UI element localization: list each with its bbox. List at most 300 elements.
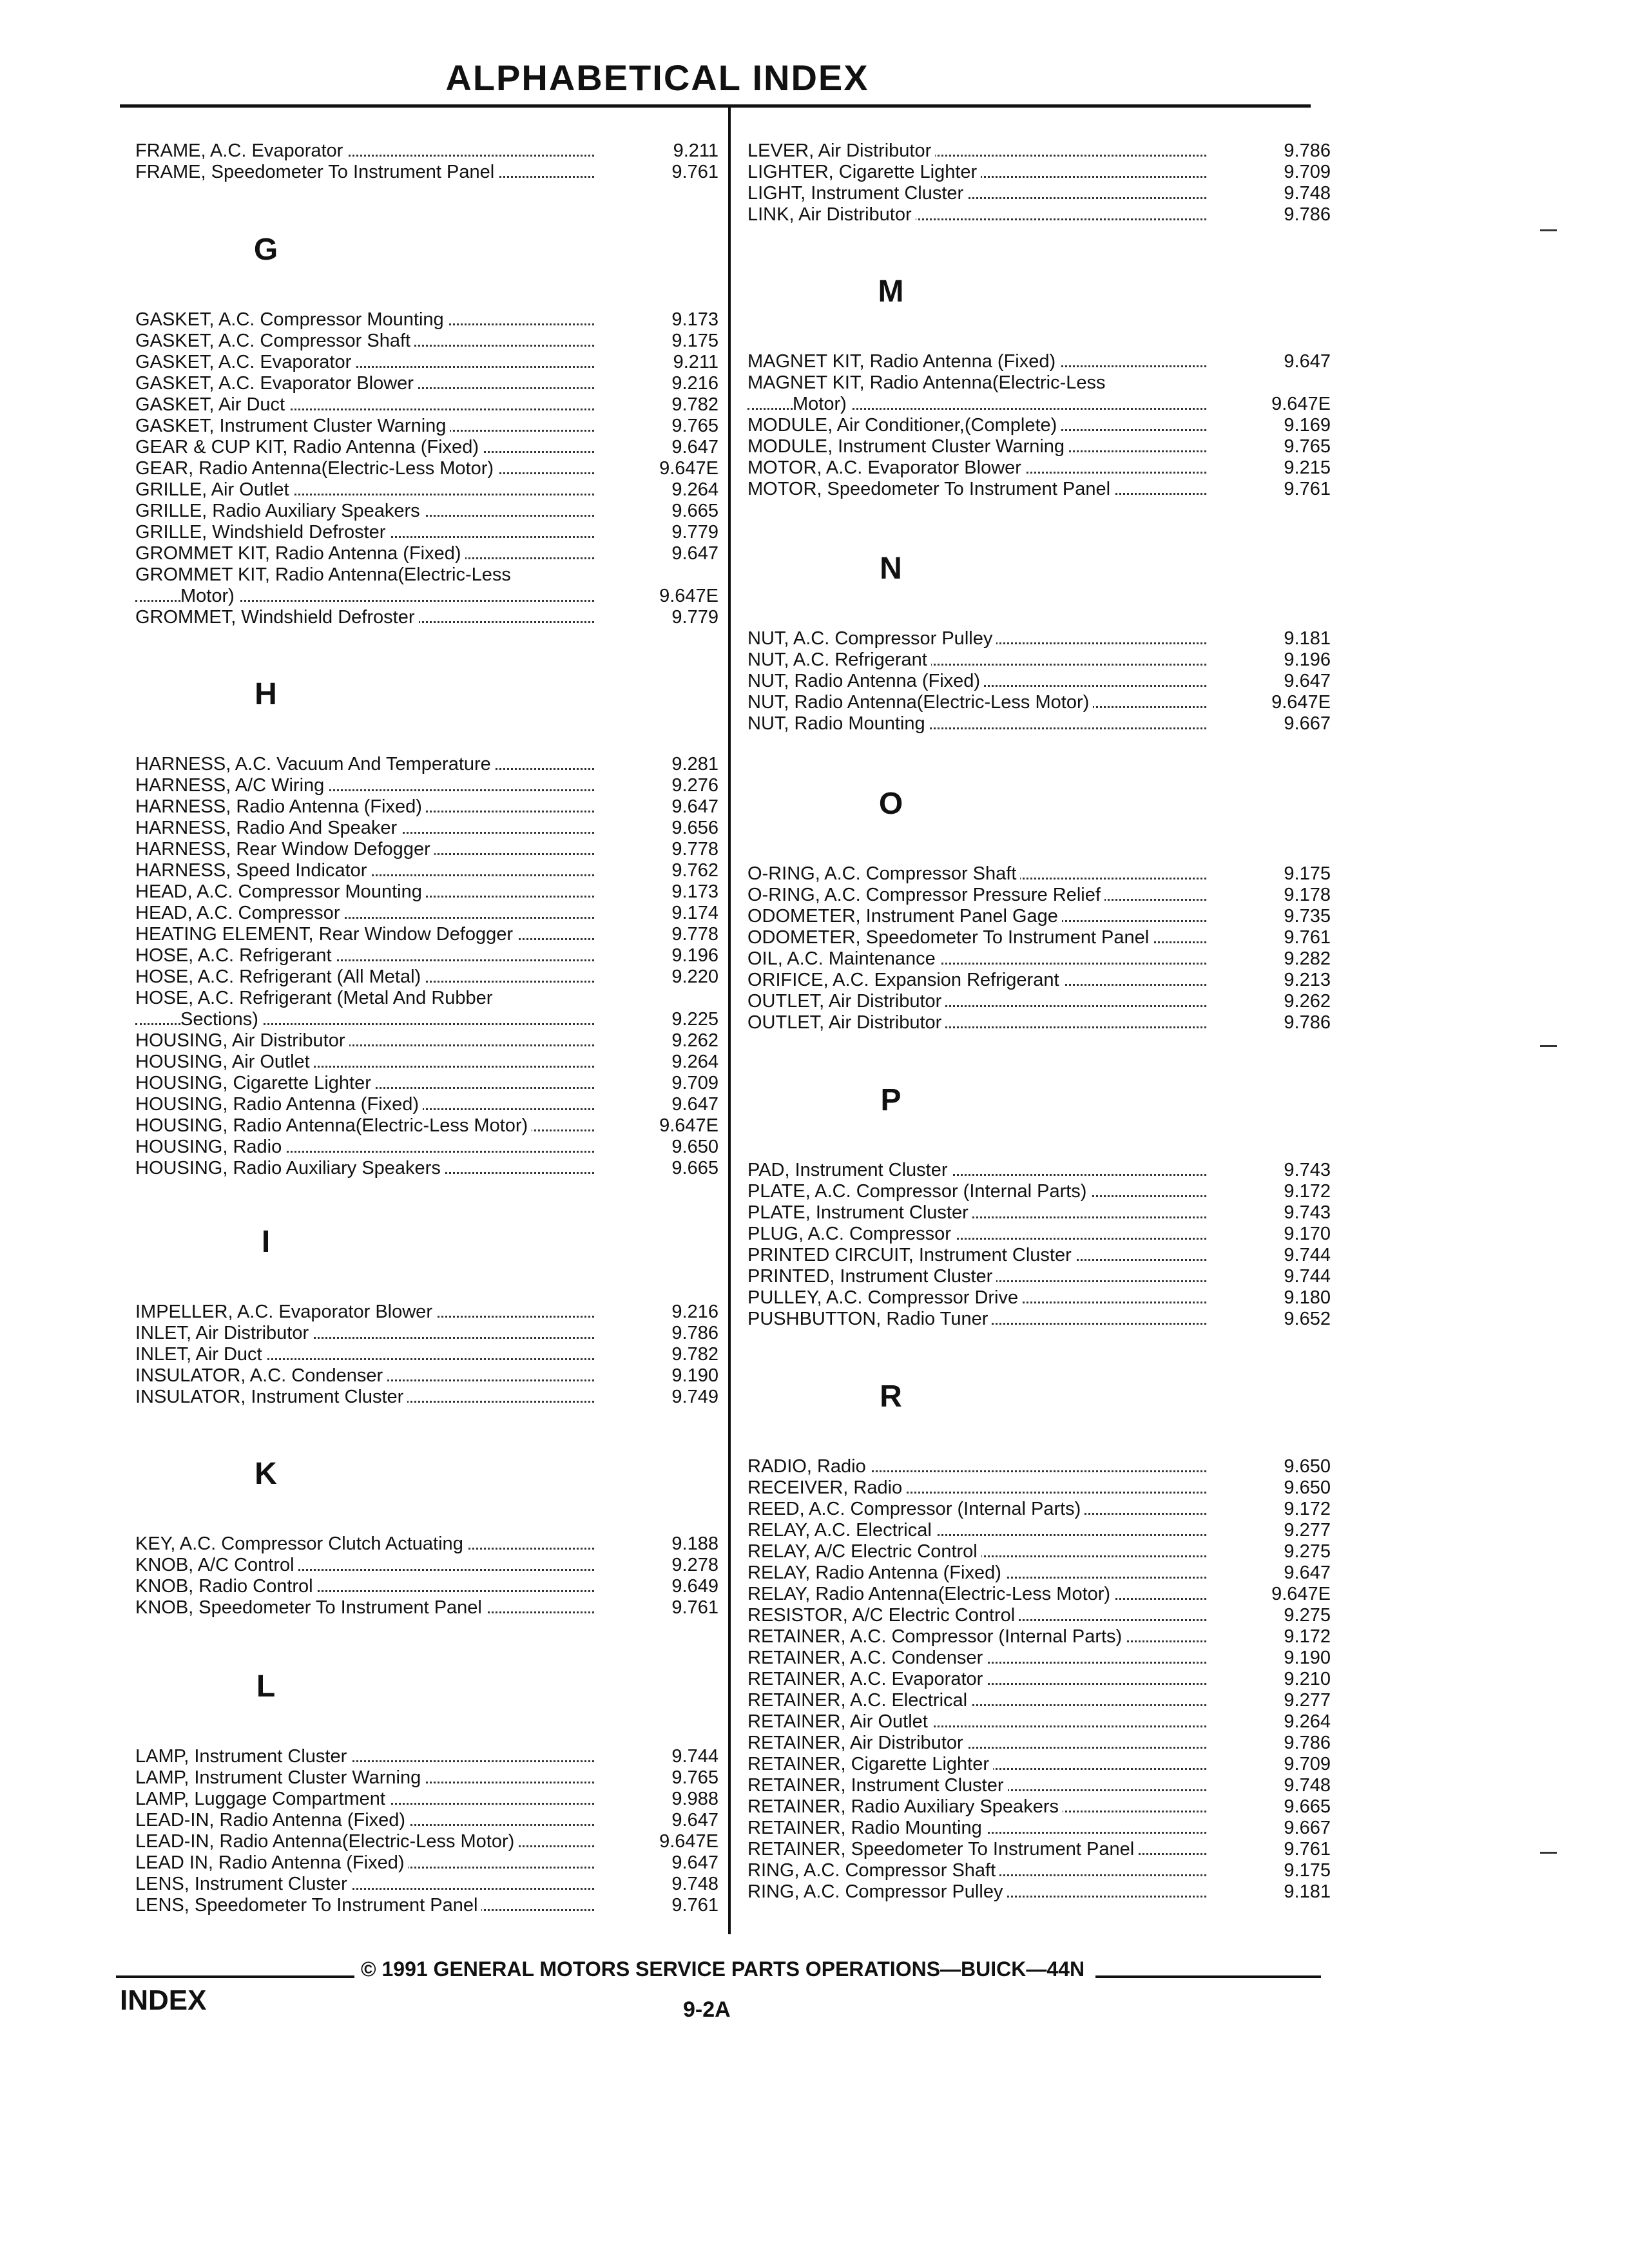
- entry-label: [747, 948, 1206, 970]
- entry-label-text: RESISTOR, A/C Electric Control: [747, 1605, 1019, 1626]
- index-entry: [135, 140, 718, 162]
- index-entry: [135, 903, 718, 924]
- entry-label-text: HEAD, A.C. Compressor: [135, 903, 343, 923]
- entry-page: 9.647: [671, 1810, 718, 1831]
- entry-page: 9.278: [671, 1555, 718, 1575]
- entry-label: [135, 543, 594, 564]
- entry-page: 9.175: [1284, 1860, 1331, 1881]
- entry-page: 9.778: [671, 924, 718, 945]
- entry-page: 9.196: [1284, 649, 1331, 670]
- entry-page: 9.988: [671, 1789, 718, 1809]
- entry-label-text: HOUSING, Radio Antenna (Fixed): [135, 1094, 423, 1115]
- index-entry: [747, 885, 1331, 906]
- entry-label: [135, 924, 594, 945]
- entry-page: 9.743: [1284, 1202, 1331, 1223]
- entry-label-text: INLET, Air Duct: [135, 1344, 266, 1365]
- index-entry: [135, 607, 718, 628]
- entry-label-text: MAGNET KIT, Radio Antenna (Fixed): [747, 351, 1059, 372]
- entry-label-text: RING, A.C. Compressor Pulley: [747, 1881, 1007, 1902]
- entry-label: [747, 671, 1206, 692]
- entry-page: 9.180: [1284, 1287, 1331, 1308]
- entry-page: 9.647E: [1271, 394, 1331, 414]
- entry-label: [747, 1224, 1206, 1245]
- entry-page: 9.744: [1284, 1245, 1331, 1265]
- entry-label: [747, 649, 1206, 671]
- entry-label-text: LAMP, Luggage Compartment: [135, 1789, 389, 1809]
- entry-page: 9.765: [671, 416, 718, 436]
- index-entry: [135, 1576, 718, 1597]
- index-entry: [747, 991, 1331, 1012]
- entry-label-text: HOUSING, Radio: [135, 1137, 285, 1157]
- entry-page: 9.748: [1284, 1775, 1331, 1796]
- entry-label-text: KEY, A.C. Compressor Clutch Actuating: [135, 1533, 467, 1554]
- entry-label-text: HOSE, A.C. Refrigerant (All Metal): [135, 966, 425, 987]
- entry-page: 9.175: [671, 331, 718, 351]
- entry-page: 9.665: [671, 1158, 718, 1178]
- index-entry: [747, 1012, 1331, 1033]
- section-letter-l: L: [256, 1669, 276, 1704]
- entry-page: 9.748: [1284, 183, 1331, 204]
- entry-label-text: HOUSING, Radio Antenna(Electric-Less Motor): [135, 1115, 532, 1136]
- entry-page: 9.647E: [659, 1831, 718, 1852]
- section-letter-n: N: [880, 552, 902, 586]
- entry-label-text: RETAINER, A.C. Compressor (Internal Parts): [747, 1626, 1126, 1647]
- entry-label-text: MOTOR, Speedometer To Instrument Panel: [747, 479, 1114, 499]
- entry-label-text: NUT, Radio Mounting: [747, 713, 929, 734]
- entry-page: 9.173: [671, 881, 718, 902]
- entry-page: 9.647: [671, 437, 718, 457]
- entry-label-text: PLUG, A.C. Compressor: [747, 1224, 955, 1244]
- index-entry: [747, 204, 1331, 226]
- entry-label: [135, 1576, 594, 1597]
- entry-label-text: MAGNET KIT, Radio Antenna(Electric-Less: [747, 372, 1110, 393]
- entry-page: 9.216: [671, 1302, 718, 1322]
- entry-label-text: LINK, Air Distributor: [747, 204, 916, 225]
- index-entry: [135, 754, 718, 775]
- index-entry: [747, 1690, 1331, 1711]
- entry-label-text: RETAINER, Air Outlet: [747, 1711, 932, 1732]
- index-section: [135, 140, 718, 183]
- entry-page: 9.276: [671, 775, 718, 796]
- entry-page: 9.709: [671, 1073, 718, 1093]
- entry-label-text: NUT, Radio Antenna(Electric-Less Motor): [747, 692, 1093, 713]
- index-entry: [135, 988, 718, 1009]
- entry-label: [135, 988, 594, 1009]
- entry-label: [135, 1365, 594, 1387]
- entry-label: [135, 522, 594, 543]
- entry-label: [747, 1669, 1206, 1690]
- index-entry: [135, 1831, 718, 1852]
- entry-label-text: LEAD-IN, Radio Antenna (Fixed): [135, 1810, 409, 1831]
- section-letter-o: O: [878, 787, 903, 821]
- entry-label-text: GEAR & CUP KIT, Radio Antenna (Fixed): [135, 437, 483, 457]
- entry-label-text: GRILLE, Windshield Defroster: [135, 522, 389, 543]
- entry-label: [747, 927, 1206, 948]
- entry-label: [135, 1344, 594, 1365]
- index-entry: [135, 1533, 718, 1555]
- index-entry: [135, 1137, 718, 1158]
- entry-label: [135, 607, 594, 628]
- entry-label-text: RETAINER, A.C. Electrical: [747, 1690, 971, 1711]
- entry-page: 9.172: [1284, 1626, 1331, 1647]
- entry-label-text: GASKET, Instrument Cluster Warning: [135, 416, 450, 436]
- entry-label-text: HARNESS, Radio And Speaker: [135, 818, 401, 838]
- index-entry: [747, 671, 1331, 692]
- index-entry: [135, 501, 718, 522]
- entry-label-text: RETAINER, Air Distributor: [747, 1733, 967, 1753]
- entry-label: [135, 162, 594, 183]
- index-section: [747, 1456, 1331, 1903]
- index-entry: [135, 522, 718, 543]
- entry-label-text: GROMMET KIT, Radio Antenna (Fixed): [135, 543, 465, 564]
- index-entry: [135, 479, 718, 501]
- entry-page: 9.282: [1284, 948, 1331, 969]
- index-entry: [747, 1839, 1331, 1860]
- entry-label: [747, 1520, 1206, 1541]
- index-entry: [747, 140, 1331, 162]
- entry-label-text: ODOMETER, Speedometer To Instrument Panel: [747, 927, 1153, 948]
- entry-label: [135, 1094, 594, 1115]
- entry-label: [135, 754, 594, 775]
- entry-page: 9.190: [671, 1365, 718, 1386]
- entry-label: [135, 775, 594, 796]
- entry-page: 9.762: [671, 860, 718, 881]
- entry-label-text: ORIFICE, A.C. Expansion Refrigerant: [747, 970, 1063, 990]
- index-entry: [747, 1520, 1331, 1541]
- header-rule: [120, 104, 1311, 108]
- entry-label: [135, 331, 594, 352]
- index-entry: [747, 906, 1331, 927]
- index-entry: [135, 924, 718, 945]
- entry-label: [135, 860, 594, 881]
- index-entry: [747, 1202, 1331, 1224]
- entry-label: [135, 479, 594, 501]
- index-entry: [747, 970, 1331, 991]
- entry-label-text: ODOMETER, Instrument Panel Gage: [747, 906, 1062, 927]
- entry-label-text: NUT, A.C. Refrigerant: [747, 649, 931, 670]
- entry-label-text: RETAINER, A.C. Condenser: [747, 1648, 987, 1668]
- entry-label: [747, 1541, 1206, 1562]
- entry-page: 9.647: [1284, 351, 1331, 372]
- entry-label-text: INSULATOR, Instrument Cluster: [135, 1387, 407, 1407]
- index-entry: [135, 309, 718, 331]
- entry-label: [135, 1030, 594, 1052]
- index-entry: [135, 416, 718, 437]
- entry-label: [135, 1852, 594, 1874]
- entry-label-text: O-RING, A.C. Compressor Pressure Relief: [747, 885, 1104, 905]
- entry-page: 9.667: [1284, 713, 1331, 734]
- entry-page: 9.169: [1284, 415, 1331, 436]
- entry-page: 9.275: [1284, 1541, 1331, 1562]
- entry-page: 9.181: [1284, 1881, 1331, 1902]
- index-entry: [747, 713, 1331, 735]
- entry-label-text: GASKET, A.C. Compressor Mounting: [135, 309, 448, 330]
- entry-page: 9.196: [671, 945, 718, 966]
- entry-label: [747, 863, 1206, 885]
- entry-label-text: HEAD, A.C. Compressor Mounting: [135, 881, 426, 902]
- entry-page: 9.174: [671, 903, 718, 923]
- index-entry: [747, 948, 1331, 970]
- footer-rule-right: [1095, 1975, 1321, 1978]
- entry-label: [747, 628, 1206, 649]
- entry-label-text: GASKET, Air Duct: [135, 394, 289, 415]
- entry-label: [135, 309, 594, 331]
- footer-copyright: © 1991 GENERAL MOTORS SERVICE PARTS OPERATIONS—BUICK—44N: [361, 1957, 1085, 1981]
- index-entry: [135, 1344, 718, 1365]
- entry-label: [747, 1796, 1206, 1818]
- entry-label: [747, 970, 1206, 991]
- entry-label-text: RETAINER, Radio Auxiliary Speakers: [747, 1796, 1063, 1817]
- index-entry: [747, 1266, 1331, 1287]
- entry-label-text: OUTLET, Air Distributor: [747, 991, 945, 1012]
- entry-page: 9.211: [673, 140, 718, 161]
- entry-label: [135, 945, 594, 966]
- index-entry: [747, 1456, 1331, 1477]
- index-entry: [135, 1052, 718, 1073]
- entry-label: [135, 903, 594, 924]
- entry-page: 9.650: [671, 1137, 718, 1157]
- entry-page: 9.761: [671, 1597, 718, 1618]
- entry-page: 9.213: [1284, 970, 1331, 990]
- entry-label-text: Motor): [180, 586, 238, 606]
- section-letter-p: P: [880, 1083, 901, 1117]
- margin-mark: [1540, 1045, 1557, 1047]
- entry-label-text: GASKET, A.C. Evaporator Blower: [135, 373, 418, 394]
- entry-page: 9.264: [671, 1052, 718, 1072]
- entry-page: 9.277: [1284, 1690, 1331, 1711]
- entry-page: 9.264: [1284, 1711, 1331, 1732]
- index-entry: [135, 437, 718, 458]
- index-entry: [747, 457, 1331, 479]
- entry-page: 9.647E: [1271, 1584, 1331, 1604]
- entry-label: [135, 352, 594, 373]
- entry-page: 9.665: [671, 501, 718, 521]
- entry-label-text: RELAY, A/C Electric Control: [747, 1541, 981, 1562]
- entry-page: 9.181: [1284, 628, 1331, 649]
- entry-label: [747, 1754, 1206, 1775]
- entry-label: [747, 1012, 1206, 1033]
- entry-label: [747, 885, 1206, 906]
- entry-page: 9.175: [1284, 863, 1331, 884]
- index-entry: [747, 1860, 1331, 1881]
- index-entry: [747, 436, 1331, 457]
- index-entry: [747, 1754, 1331, 1775]
- index-entry: [135, 394, 718, 416]
- entry-page: 9.210: [1284, 1669, 1331, 1689]
- entry-label: [135, 1555, 594, 1576]
- entry-label: [747, 162, 1206, 183]
- entry-label-text: INSULATOR, A.C. Condenser: [135, 1365, 387, 1386]
- entry-label: [747, 906, 1206, 927]
- entry-label: [135, 1009, 594, 1030]
- entry-label: [135, 1052, 594, 1073]
- index-entry: [747, 1287, 1331, 1309]
- entry-label: [747, 1266, 1206, 1287]
- entry-label-text: Motor): [793, 394, 851, 414]
- entry-label: [747, 394, 1206, 415]
- index-entry: [135, 1323, 718, 1344]
- entry-label: [747, 1818, 1206, 1839]
- index-entry: [747, 863, 1331, 885]
- entry-page: 9.749: [671, 1387, 718, 1407]
- entry-label-text: HARNESS, A/C Wiring: [135, 775, 328, 796]
- entry-label: [135, 564, 594, 586]
- entry-page: 9.216: [671, 373, 718, 394]
- index-entry: [747, 351, 1331, 372]
- entry-label: [747, 692, 1206, 713]
- entry-label: [747, 204, 1206, 226]
- entry-label: [135, 1746, 594, 1767]
- section-letter-k: K: [255, 1457, 277, 1491]
- entry-label-text: LIGHTER, Cigarette Lighter: [747, 162, 981, 182]
- index-entry: [747, 1626, 1331, 1648]
- entry-label: [747, 1648, 1206, 1669]
- entry-page: 9.744: [671, 1746, 718, 1767]
- entry-page: 9.277: [1284, 1520, 1331, 1541]
- entry-label: [135, 966, 594, 988]
- section-letter-h: H: [255, 677, 277, 711]
- index-section: [747, 351, 1331, 500]
- entry-label: [747, 1860, 1206, 1881]
- entry-page: 9.649: [671, 1576, 718, 1597]
- entry-label-text: HOUSING, Radio Auxiliary Speakers: [135, 1158, 445, 1178]
- entry-page: 9.761: [671, 162, 718, 182]
- index-entry: [747, 372, 1331, 394]
- entry-label: [747, 1456, 1206, 1477]
- entry-label-text: RECEIVER, Radio: [747, 1477, 906, 1498]
- entry-label-text: RETAINER, Instrument Cluster: [747, 1775, 1008, 1796]
- entry-label-text: PRINTED, Instrument Cluster: [747, 1266, 996, 1287]
- entry-label: [135, 1831, 594, 1852]
- margin-mark: [1540, 229, 1557, 231]
- index-entry: [135, 839, 718, 860]
- entry-page: 9.782: [671, 1344, 718, 1365]
- entry-label-text: FRAME, Speedometer To Instrument Panel: [135, 162, 498, 182]
- entry-label: [135, 1767, 594, 1789]
- index-entry: [747, 1669, 1331, 1690]
- entry-label: [747, 1309, 1206, 1330]
- entry-label-text: RETAINER, Cigarette Lighter: [747, 1754, 993, 1774]
- entry-label-text: LEVER, Air Distributor: [747, 140, 935, 161]
- entry-label: [135, 1533, 594, 1555]
- index-entry: [135, 1810, 718, 1831]
- entry-label: [135, 1597, 594, 1619]
- entry-label-text: PUSHBUTTON, Radio Tuner: [747, 1309, 992, 1329]
- entry-page: 9.782: [671, 394, 718, 415]
- index-entry: [747, 1245, 1331, 1266]
- entry-page: 9.652: [1284, 1309, 1331, 1329]
- entry-label: [135, 394, 594, 416]
- entry-label-text: GRILLE, Air Outlet: [135, 479, 293, 500]
- entry-label-text: LAMP, Instrument Cluster: [135, 1746, 351, 1767]
- entry-page: 9.647: [671, 543, 718, 564]
- entry-page: 9.761: [1284, 1839, 1331, 1860]
- entry-label: [135, 839, 594, 860]
- index-entry: [747, 1796, 1331, 1818]
- column-divider: [728, 104, 731, 1934]
- entry-label: [747, 713, 1206, 735]
- entry-page: 9.188: [671, 1533, 718, 1554]
- entry-label: [747, 1584, 1206, 1605]
- index-entry: [135, 1158, 718, 1179]
- index-entry: [747, 1541, 1331, 1562]
- entry-label-text: RETAINER, A.C. Evaporator: [747, 1669, 987, 1689]
- entry-label-text: HARNESS, Rear Window Defogger: [135, 839, 434, 860]
- entry-label-text: NUT, A.C. Compressor Pulley: [747, 628, 996, 649]
- entry-label: [135, 437, 594, 458]
- entry-label-text: MODULE, Instrument Cluster Warning: [747, 436, 1068, 457]
- entry-label: [135, 586, 594, 607]
- entry-label-text: RETAINER, Radio Mounting: [747, 1818, 986, 1838]
- index-entry: [135, 1555, 718, 1576]
- entry-page: 9.709: [1284, 162, 1331, 182]
- index-entry: [135, 373, 718, 394]
- index-entry: [135, 1746, 718, 1767]
- entry-page: 9.765: [671, 1767, 718, 1788]
- entry-label-text: HOUSING, Air Distributor: [135, 1030, 349, 1051]
- entry-label-text: KNOB, Radio Control: [135, 1576, 317, 1597]
- entry-page: 9.743: [1284, 1160, 1331, 1180]
- entry-page: 9.647E: [659, 586, 718, 606]
- entry-label-text: NUT, Radio Antenna (Fixed): [747, 671, 984, 691]
- entry-label: [747, 1160, 1206, 1181]
- entry-label: [747, 457, 1206, 479]
- footer-page-number: 9-2A: [683, 1997, 731, 2022]
- index-entry: [747, 162, 1331, 183]
- entry-label: [747, 140, 1206, 162]
- index-entry: [135, 860, 718, 881]
- entry-label: [135, 1387, 594, 1408]
- entry-page: 9.650: [1284, 1456, 1331, 1477]
- entry-label-text: RADIO, Radio: [747, 1456, 870, 1477]
- entry-label: [747, 479, 1206, 500]
- section-letter-i: I: [261, 1225, 271, 1259]
- index-entry: [747, 1584, 1331, 1605]
- entry-label-text: REED, A.C. Compressor (Internal Parts): [747, 1499, 1084, 1519]
- entry-label-text: O-RING, A.C. Compressor Shaft: [747, 863, 1020, 884]
- entry-label: [747, 415, 1206, 436]
- index-entry: [747, 183, 1331, 204]
- entry-page: 9.786: [671, 1323, 718, 1343]
- entry-label-text: IMPELLER, A.C. Evaporator Blower: [135, 1302, 436, 1322]
- index-entry: [747, 1733, 1331, 1754]
- entry-label: [135, 1789, 594, 1810]
- entry-label-text: PULLEY, A.C. Compressor Drive: [747, 1287, 1022, 1308]
- entry-label-text: LENS, Instrument Cluster: [135, 1874, 351, 1894]
- index-section: [747, 140, 1331, 226]
- index-entry: [135, 1115, 718, 1137]
- entry-label: [747, 1202, 1206, 1224]
- entry-label: [747, 1181, 1206, 1202]
- entry-page: 9.786: [1284, 204, 1331, 225]
- index-entry: [135, 586, 718, 607]
- index-entry: [135, 1852, 718, 1874]
- entry-label-text: KNOB, A/C Control: [135, 1555, 298, 1575]
- index-entry: [747, 1160, 1331, 1181]
- entry-label-text: GROMMET KIT, Radio Antenna(Electric-Less: [135, 564, 515, 585]
- entry-page: 9.264: [671, 479, 718, 500]
- entry-label: [747, 1626, 1206, 1648]
- entry-page: 9.275: [1284, 1605, 1331, 1626]
- entry-page: 9.761: [671, 1895, 718, 1916]
- index-entry: [135, 1789, 718, 1810]
- entry-label-text: MOTOR, A.C. Evaporator Blower: [747, 457, 1025, 478]
- entry-page: 9.178: [1284, 885, 1331, 905]
- entry-page: 9.647E: [1271, 692, 1331, 713]
- entry-page: 9.761: [1284, 927, 1331, 948]
- entry-label-text: PAD, Instrument Cluster: [747, 1160, 952, 1180]
- index-entry: [135, 1767, 718, 1789]
